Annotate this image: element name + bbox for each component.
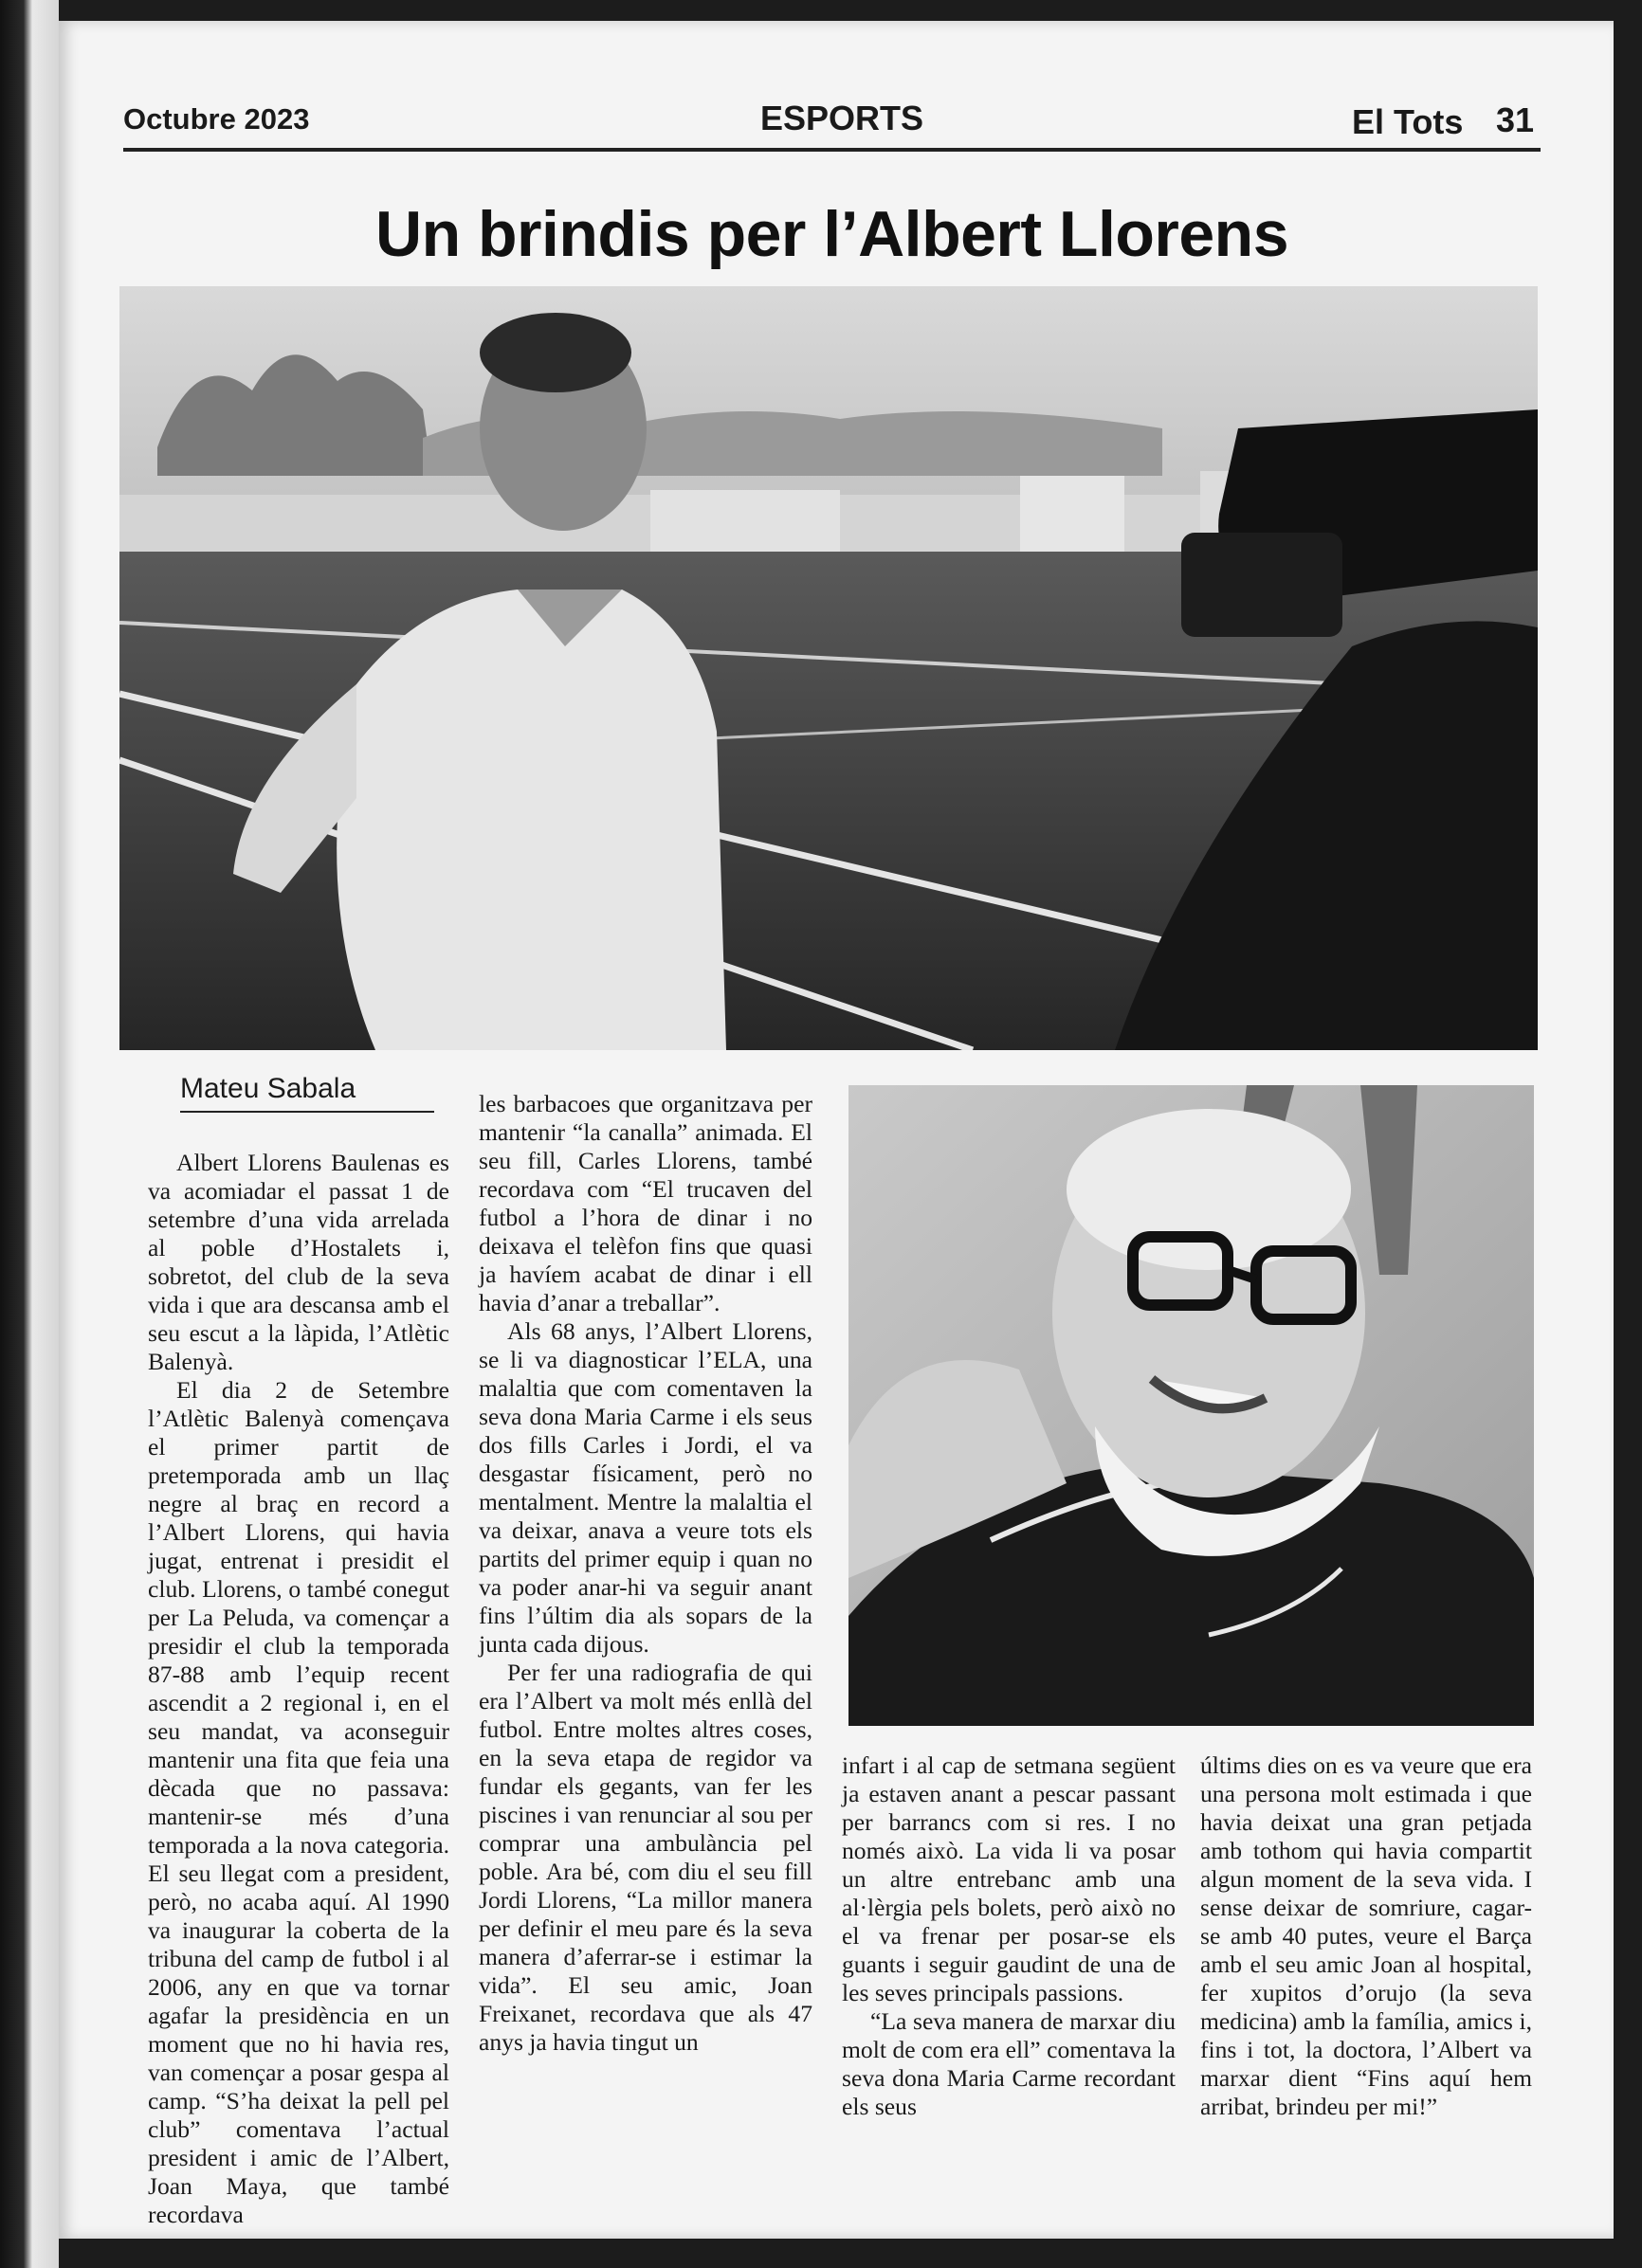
paragraph: infart i al cap de setmana següent ja estaven anant a pescar passant per barrancs com si res. I no només això. La vida li va posar un altre entrebanc amb una al·lèrgia pels bolets, però això no el va frenar per posar-se els guants i seguir gaudint de una de les seves principals passions. bbox=[842, 1751, 1176, 2006]
paragraph: Als 68 anys, l’Albert Llorens, se li va diagnosticar l’ELA, una malaltia que com comentaven la seva dona Maria Carme i els seus dos fills Carles i Jordi, el va desgastar físicament, però no mentalment. Mentre la malaltia el va deixar, anava a veure tots els partits del primer equip i quan no va poder anar-hi va seguir anant fins l’últim dia als sopars de la junta cada dijous. bbox=[479, 1317, 812, 1658]
article-column-3 bbox=[842, 1751, 1176, 2121]
paragraph: últims dies on es va veure que era una persona molt estimada i que havia deixat una gran petjada amb tothom qui havia compartit algun moment de la seva vida. I sense deixar de somriure, cagar-se amb 40 putes, veure el Barça amb el seu amic Joan al hospital, fer xupitos d’orujo (la seva medicina) amb la família, amics i, fins i tot, la doctora, l’Albert va marxar dient “Fins aquí hem arribat, brindeu per mi!” bbox=[1200, 1751, 1532, 2120]
issue-date: Octubre 2023 bbox=[123, 102, 310, 136]
page-number: 31 bbox=[1496, 100, 1535, 139]
author-byline: Mateu Sabala bbox=[180, 1073, 434, 1113]
paragraph: Per fer una radiografia de qui era l’Albert va molt més enllà del futbol. Entre moltes altres coses, en la seva etapa de regidor va fundar els gegants, van fer les piscines i van renunciar al sou per comprar una ambulància pel poble. Ara bé, com diu el seu fill Jordi Llorens, “La millor manera per definir el meu pare és la seva manera d’aferrar-se i estimar la vida”. El seu amic, Joan Freixanet, recordava que als 47 anys ja havia tingut un bbox=[479, 1659, 812, 2056]
section-name: ESPORTS bbox=[760, 99, 924, 137]
article-title: Un brindis per l’Albert Llorens bbox=[374, 198, 1289, 270]
paragraph: les barbacoes que organitzava per mantenir “la canalla” animada. El seu fill, Carles Llorens, també recordava com “El trucaven del futbol a l’hora de dinar i no deixava el telèfon fins que quasi ja havíem acabat de dinar i ell havia d’anar a treballar”. bbox=[479, 1090, 812, 1316]
main-photo bbox=[119, 286, 1538, 1050]
portrait-photo-image bbox=[848, 1085, 1534, 1726]
magazine-spine bbox=[0, 0, 59, 2268]
article-column-4 bbox=[1200, 1751, 1532, 2121]
page-header bbox=[123, 95, 1541, 152]
publication-name: El Tots bbox=[1352, 102, 1464, 141]
article-column-1 bbox=[148, 1149, 449, 2229]
paragraph: Albert Llorens Baulenas es va acomiadar el passat 1 de setembre d’una vida arrelada al poble d’Hostalets i, sobretot, del club de la seva vida i que ara descansa amb el seu escut a la làpida, l’Atlètic Balenyà. bbox=[148, 1149, 449, 1375]
main-photo-image bbox=[119, 286, 1538, 1050]
paragraph: “La seva manera de marxar diu molt de com era ell” comentava la seva dona Maria Carme recordant els seus bbox=[842, 2007, 1176, 2120]
paragraph: El dia 2 de Setembre l’Atlètic Balenyà començava el primer partit de pretemporada amb un llaç negre al braç en record a l’Albert Llorens, qui havia jugat, entrenat i presidit el club. Llorens, o també conegut per La Peluda, va començar a presidir el club la temporada 87-88 amb l’equip recent ascendit a 2 regional i, en el seu mandat, va aconseguir mantenir una fita que feia una dècada que no passava: mantenir-se més d’una temporada a la nova categoria. El seu llegat com a president, però, no acaba aquí. Al 1990 va inaugurar la coberta de la tribuna del camp de futbol i al 2006, any en que va tornar agafar la presidència en un moment que no hi havia res, van començar a posar gespa al camp. “S’ha deixat la pell pel club” comentava l’actual president i amic de l’Albert, Joan Maya, que també recordava bbox=[148, 1376, 449, 2228]
portrait-photo bbox=[848, 1085, 1534, 1726]
article-column-2 bbox=[479, 1090, 812, 2057]
